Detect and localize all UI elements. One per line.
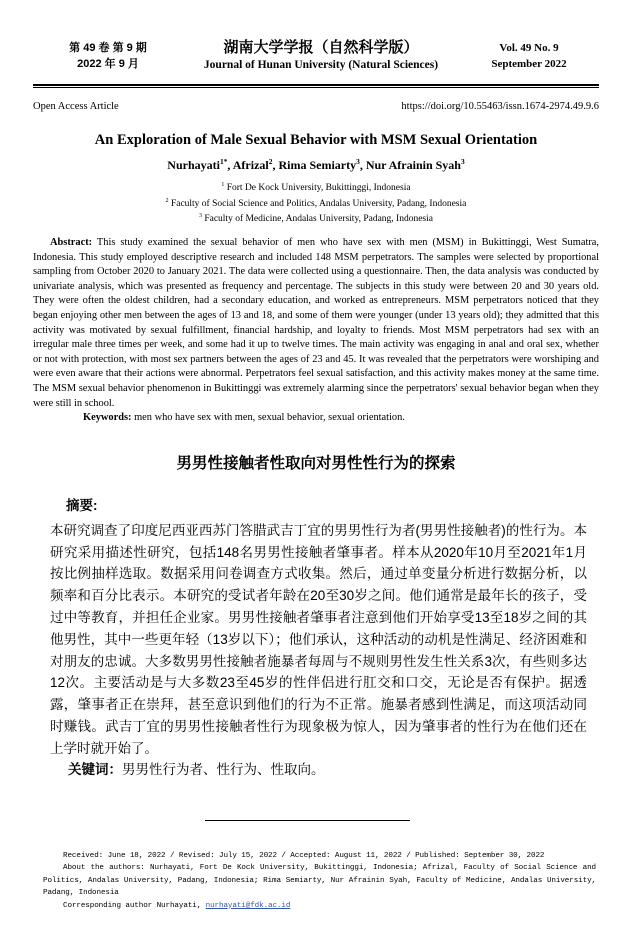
keywords-paragraph xyxy=(33,411,599,426)
journal-title-block xyxy=(183,38,459,73)
page-title: An Exploration of Male Sexual Behavior with MSM Sexual Orientation xyxy=(94,132,538,148)
chinese-abstract-label: 摘要: xyxy=(66,497,98,513)
abstract-paragraph xyxy=(33,236,599,411)
author-superscript: 1* xyxy=(219,157,228,166)
abstract-label: Abstract: xyxy=(50,237,93,248)
journal-title-zh: 湖南大学学报（自然科学版） xyxy=(223,39,419,56)
header-double-rule xyxy=(33,84,599,88)
article-footnotes xyxy=(43,850,596,912)
doi-link[interactable]: https://doi.org/10.55463/issn.1674-2974.49.9.6 xyxy=(401,101,599,112)
volume-info-en xyxy=(459,40,599,72)
footer-about-authors: About the authors: Nurhayati, Fort De Kock University, Bukittinggi, Indonesia; Afrizal, Faculty of Social Science and Politics, Andalas University, Padang, Indonesia; Rima Semiarty, Nur Afrainin Syah, Faculty of Medicine, Andalas University, Padang, Indonesia xyxy=(43,864,596,898)
corresponding-email-link[interactable]: nurhayati@fdk.ac.id xyxy=(205,901,291,910)
issue-info-zh xyxy=(33,40,183,72)
affiliation-superscript: 2 xyxy=(165,197,169,204)
corresponding-author-text: Corresponding author Nurhayati, xyxy=(63,901,206,910)
affiliation-list xyxy=(0,183,632,224)
affiliation-text: Faculty of Social Science and Politics, Andalas University, Padang, Indonesia xyxy=(168,198,467,209)
abstract-text: This study examined the sexual behavior of men who have sex with men (MSM) in Bukittinggi, West Sumatra, Indonesia. This study employed descriptive research and included 148 MSM perpetrators. The samples were selected by proportional sampling from October 2020 to January 2021. The data were collected using a questionnaire. Then, the data analysis was conducted by univariate analysis, which was presented as frequency and percentage. The subjects in this study were between 20 and 30 years old. They were often the oldest children, had a secondary education, and worked as entrepreneurs. MSM perpetrators noticed that they began enjoying other men between the ages of 13 and 18, and some of them were younger (under 13 years old); they admitted that this activity was motivated by sexual fulfillment, financial hardship, and loyalty to friends. Most MSM perpetrators had sex with an irregular male three times per week, and some had it up to twelve times. The main activity was engaging in anal and oral sex, whether or not with protection, with most sex partners between the ages of 23 and 45. It was revealed that the perpetrators were worshiping and were even aware that their actions were abnormal. Perpetrators feel sexual satisfaction, and this activity makes money at the same time. The MSM sexual behavior phenomenon in Bukittinggi was extremely alarming since the perpetrators' sexual behavior began when they were still in school. xyxy=(33,237,599,409)
affiliation-line xyxy=(0,183,632,193)
affiliation-line xyxy=(0,199,632,209)
author-byline xyxy=(0,158,632,173)
article-meta-row xyxy=(33,101,599,112)
issue-date-zh: 2022 年 9 月 xyxy=(77,57,139,70)
volume-date: September 2022 xyxy=(491,57,567,70)
author-superscript: 3 xyxy=(356,157,360,166)
issue-volume-zh: 第 49 卷 第 9 期 xyxy=(69,41,147,54)
journal-header xyxy=(33,38,599,73)
open-access-label: Open Access Article xyxy=(33,101,119,112)
affiliation-line xyxy=(0,214,632,224)
chinese-abstract-paragraph: 本研究调查了印度尼西亚西苏门答腊武吉丁宜的男男性行为者(男男性接触者)的性行为。本研究采用描述性研究，包括148名男男性接触者肇事者。样本从2020年10月至2021年1月按比例抽样选取。数据采用问卷调查方式收集。然后，通过单变量分析进行数据分析，以频率和百分比表示。本研究的受试者年龄在20至30岁之间。他们通常是最年长的孩子，受过中等教育，并担任企业家。男男性接触者肇事者注意到他们开始享受13至18岁之间的其他男性，其中一些更年轻（13岁以下）；他们承认，这种活动的动机是性满足、经济困难和对朋友的忠诚。大多数男男性接触者施暴者每周与不规则男性发生性关系3次，有些则多达12次。主要活动是与大多数23至45岁的性伴侣进行肛交和口交，无论是否有保护。据透露，肇事者正在崇拜，甚至意识到他们的行为不正常。施暴者感到性满足，而这项活动同时赚钱。武吉丁宜的男男性接触者性行为现象极为惊人，因为肇事者的性行为在他们还在上学时就开始了。 xyxy=(50,522,587,756)
keywords-text: men who have sex with men, sexual behavior, sexual orientation. xyxy=(131,412,405,424)
keywords-label: Keywords: xyxy=(83,412,132,424)
volume-number: Vol. 49 No. 9 xyxy=(499,41,559,54)
journal-title-en: Journal of Hunan University (Natural Sciences) xyxy=(203,59,439,71)
author-separator: , xyxy=(272,158,279,172)
author-superscript: 2 xyxy=(268,157,273,166)
author-name: Rima Semiarty xyxy=(278,158,357,172)
affiliation-text: Faculty of Medicine, Andalas University, Padang, Indonesia xyxy=(201,214,433,224)
footer-received-line: Received: June 18, 2022 / Revised: July 15, 2022 / Accepted: August 11, 2022 / Published: September 30, 2022 xyxy=(63,852,545,860)
affiliation-superscript: 1 xyxy=(221,181,225,188)
chinese-keywords-text: 男男性行为者、性行为、性取向。 xyxy=(122,762,325,778)
chinese-keywords-label: 关键词： xyxy=(68,762,122,778)
author-separator: , xyxy=(359,158,366,172)
author-name: Nurhayati xyxy=(167,158,220,172)
affiliation-superscript: 3 xyxy=(199,212,202,219)
author-superscript: 3 xyxy=(460,157,465,166)
chinese-title: 男男性接触者性取向对男性性行为的探索 xyxy=(176,454,456,472)
author-separator: , xyxy=(227,158,233,172)
author-name: Afrizal xyxy=(232,158,269,172)
author-name: Nur Afrainin Syah xyxy=(365,158,461,172)
footer-corresponding-line xyxy=(43,900,596,912)
footnote-separator-rule xyxy=(205,820,410,821)
affiliation-text: Fort De Kock University, Bukittinggi, Indonesia xyxy=(224,183,411,193)
chinese-keywords-paragraph xyxy=(50,759,587,781)
